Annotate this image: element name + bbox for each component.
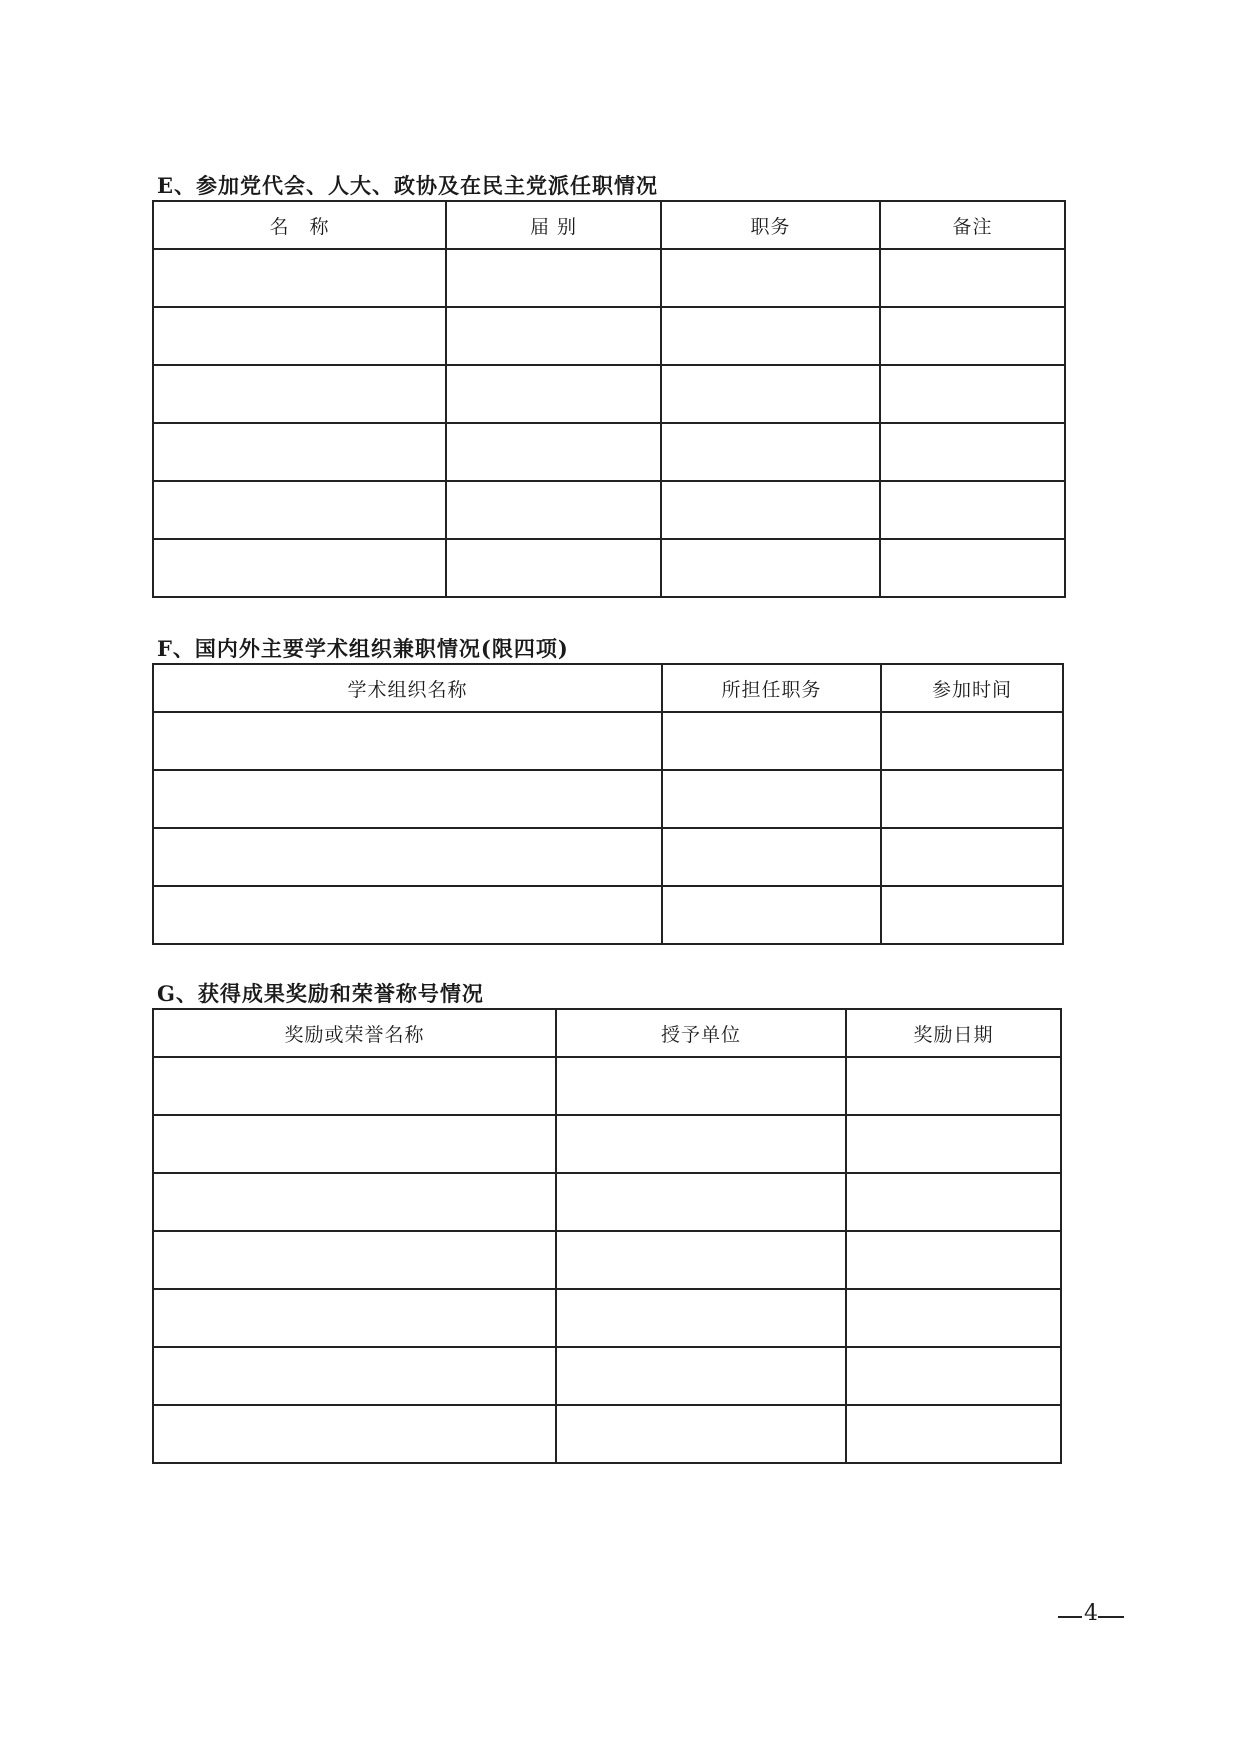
table-cell[interactable] (153, 1405, 556, 1463)
table-cell[interactable] (662, 886, 881, 944)
table-cell[interactable] (446, 539, 661, 597)
table-cell[interactable] (880, 307, 1065, 365)
section-g-table (152, 1008, 1062, 1464)
table-row (153, 1115, 1061, 1173)
column-header-role: 所担任职务 (662, 664, 881, 712)
table-cell[interactable] (556, 1231, 846, 1289)
table-cell[interactable] (846, 1115, 1061, 1173)
page-number-text: 4 (1084, 1601, 1098, 1626)
page-number (1058, 1603, 1124, 1625)
table-cell[interactable] (556, 1405, 846, 1463)
table-cell[interactable] (153, 1289, 556, 1347)
table-row (153, 828, 1063, 886)
table-cell[interactable] (153, 1347, 556, 1405)
table-cell[interactable] (153, 1173, 556, 1231)
table-cell[interactable] (880, 423, 1065, 481)
table-cell[interactable] (881, 886, 1063, 944)
table-cell[interactable] (446, 307, 661, 365)
table-cell[interactable] (153, 1057, 556, 1115)
column-header-join-date: 参加时间 (881, 664, 1063, 712)
table-cell[interactable] (153, 712, 662, 770)
table-cell[interactable] (662, 828, 881, 886)
section-f-table (152, 663, 1064, 945)
table-row (153, 1231, 1061, 1289)
column-header-award-date: 奖励日期 (846, 1009, 1061, 1057)
column-header-remarks: 备注 (880, 201, 1065, 249)
table-cell[interactable] (661, 365, 880, 423)
table-cell[interactable] (556, 1289, 846, 1347)
table-cell[interactable] (556, 1057, 846, 1115)
table-row (153, 886, 1063, 944)
table-cell[interactable] (662, 770, 881, 828)
table-row (153, 249, 1065, 307)
table-row (153, 481, 1065, 539)
column-header-position: 职务 (661, 201, 880, 249)
table-cell[interactable] (153, 481, 446, 539)
section-f-title: F、国内外主要学术组织兼职情况(限四项) (157, 636, 569, 661)
table-cell[interactable] (446, 481, 661, 539)
table-cell[interactable] (662, 712, 881, 770)
table-cell[interactable] (880, 365, 1065, 423)
table-row (153, 423, 1065, 481)
table-cell[interactable] (881, 828, 1063, 886)
section-e-title: E、参加党代会、人大、政协及在民主党派任职情况 (157, 173, 659, 198)
table-cell[interactable] (556, 1115, 846, 1173)
table-row (153, 712, 1063, 770)
table-cell[interactable] (881, 712, 1063, 770)
table-cell[interactable] (881, 770, 1063, 828)
column-header-organization: 学术组织名称 (153, 664, 662, 712)
table-row (153, 1347, 1061, 1405)
table-cell[interactable] (153, 423, 446, 481)
table-cell[interactable] (153, 1231, 556, 1289)
table-cell[interactable] (153, 539, 446, 597)
table-row (153, 539, 1065, 597)
table-cell[interactable] (153, 770, 662, 828)
table-header-row (153, 201, 1065, 249)
table-cell[interactable] (846, 1289, 1061, 1347)
table-cell[interactable] (153, 249, 446, 307)
section-g-title: G、获得成果奖励和荣誉称号情况 (157, 981, 484, 1006)
column-header-name: 名 称 (153, 201, 446, 249)
table-cell[interactable] (846, 1173, 1061, 1231)
column-header-grantor: 授予单位 (556, 1009, 846, 1057)
table-cell[interactable] (153, 365, 446, 423)
table-row (153, 770, 1063, 828)
table-cell[interactable] (153, 886, 662, 944)
table-cell[interactable] (446, 365, 661, 423)
table-header-row (153, 664, 1063, 712)
table-cell[interactable] (661, 481, 880, 539)
table-row (153, 1173, 1061, 1231)
table-cell[interactable] (846, 1057, 1061, 1115)
column-header-award-name: 奖励或荣誉名称 (153, 1009, 556, 1057)
table-cell[interactable] (661, 423, 880, 481)
table-row (153, 365, 1065, 423)
table-cell[interactable] (556, 1173, 846, 1231)
table-cell[interactable] (661, 307, 880, 365)
page-number-left-dash (1058, 1616, 1082, 1618)
table-cell[interactable] (446, 249, 661, 307)
table-cell[interactable] (880, 539, 1065, 597)
table-row (153, 1289, 1061, 1347)
table-cell[interactable] (661, 249, 880, 307)
table-row (153, 1057, 1061, 1115)
table-cell[interactable] (153, 1115, 556, 1173)
table-row (153, 1405, 1061, 1463)
table-cell[interactable] (661, 539, 880, 597)
table-cell[interactable] (153, 828, 662, 886)
table-cell[interactable] (846, 1347, 1061, 1405)
table-header-row (153, 1009, 1061, 1057)
table-cell[interactable] (880, 249, 1065, 307)
table-cell[interactable] (556, 1347, 846, 1405)
page-number-right-dash (1098, 1616, 1124, 1618)
table-row (153, 307, 1065, 365)
table-cell[interactable] (153, 307, 446, 365)
column-header-term: 届 别 (446, 201, 661, 249)
table-cell[interactable] (846, 1231, 1061, 1289)
section-e-table (152, 200, 1066, 598)
table-cell[interactable] (880, 481, 1065, 539)
table-cell[interactable] (446, 423, 661, 481)
table-cell[interactable] (846, 1405, 1061, 1463)
